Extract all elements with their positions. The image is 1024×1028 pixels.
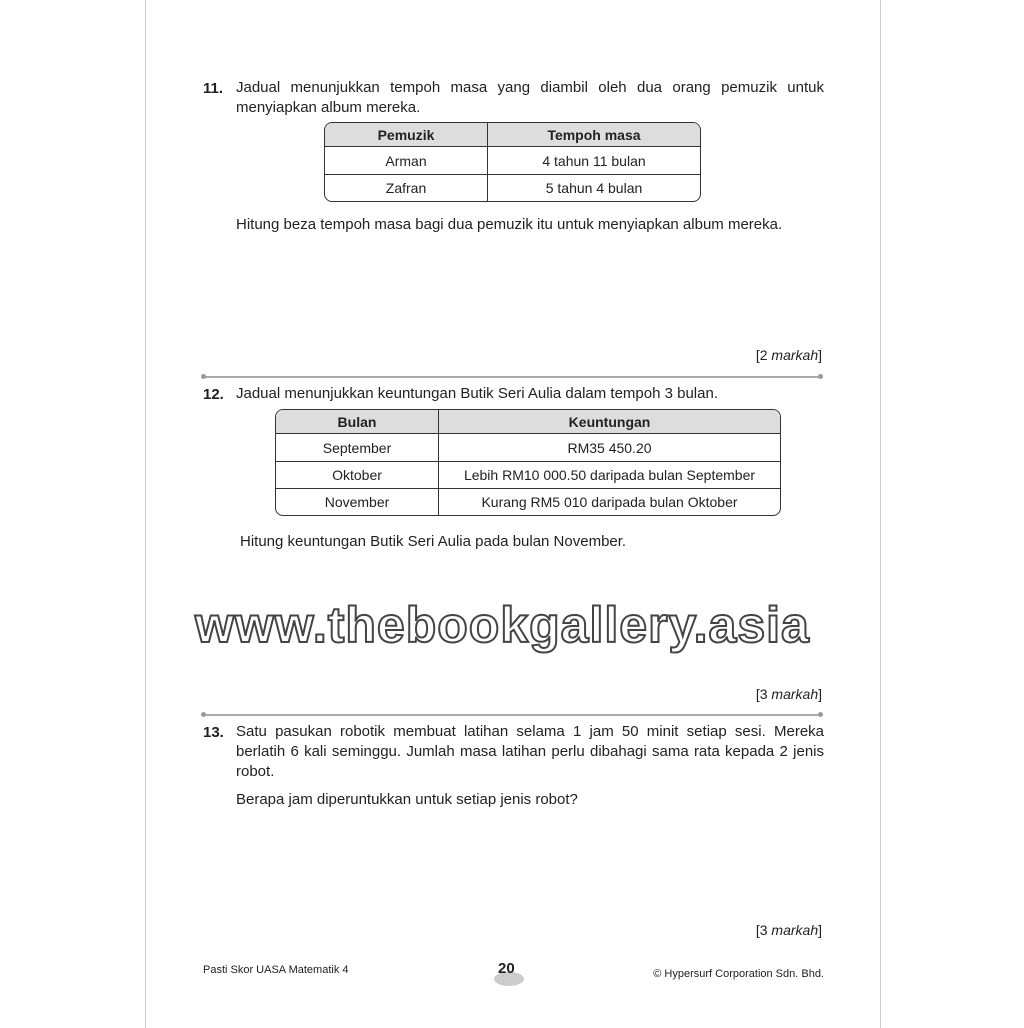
divider xyxy=(203,714,821,716)
table-cell: 5 tahun 4 bulan xyxy=(488,174,700,201)
q12-marks: [3 markah] xyxy=(755,686,822,702)
table-header: Pemuzik xyxy=(325,123,488,147)
table-header: Tempoh masa xyxy=(488,123,700,147)
table-row xyxy=(276,461,780,488)
table-cell: RM35 450.20 xyxy=(567,439,652,456)
table-header: Keuntungan xyxy=(439,410,780,434)
table-row xyxy=(276,434,780,461)
table-cell: Lebih RM10 000.50 daripada bulan September xyxy=(439,461,780,488)
table-cell: Zafran xyxy=(325,174,488,201)
q11-table xyxy=(324,122,701,202)
table-cell: Oktober xyxy=(276,461,439,488)
q12-table xyxy=(275,409,781,516)
q11-number: 11. xyxy=(203,80,224,97)
footer-copyright: © Hypersurf Corporation Sdn. Bhd. xyxy=(653,968,824,980)
divider xyxy=(203,376,821,378)
q13-marks: [3 markah] xyxy=(755,922,822,938)
table-cell: Kurang RM5 010 daripada bulan Oktober xyxy=(439,488,780,515)
q12-text: Jadual menunjukkan keuntungan Butik Seri Aulia dalam tempoh 3 bulan. xyxy=(236,385,718,402)
table-row xyxy=(325,174,700,201)
q11-question: Hitung beza tempoh masa bagi dua pemuzik itu untuk menyiapkan album mereka. xyxy=(236,216,783,233)
table-row xyxy=(325,147,700,174)
page-number: 20 xyxy=(498,960,515,977)
table-cell: November xyxy=(276,488,439,515)
q11-text: Jadual menunjukkan tempoh masa yang diambil oleh dua orang pemuzik untuk menyiapkan album mereka. xyxy=(236,79,824,116)
q12-number: 12. xyxy=(203,386,224,403)
q13-question: Berapa jam diperuntukkan untuk setiap jenis robot? xyxy=(236,791,578,808)
watermark: www.thebookgallery.asia xyxy=(195,597,810,653)
q12-question: Hitung keuntungan Butik Seri Aulia pada bulan November. xyxy=(240,533,627,550)
table-cell: 4 tahun 11 bulan xyxy=(542,152,646,169)
q13-number: 13. xyxy=(203,724,224,741)
table-row xyxy=(276,488,780,515)
table-cell: September xyxy=(276,434,439,461)
table-cell: Arman xyxy=(325,147,488,174)
table-header: Bulan xyxy=(276,410,439,434)
q11-marks: [2 markah] xyxy=(755,347,822,363)
footer-book-title: Pasti Skor UASA Matematik 4 xyxy=(203,964,349,976)
q13-text: Satu pasukan robotik membuat latihan selama 1 jam 50 minit setiap sesi. Mereka berlatih 6 kali seminggu. Jumlah masa latihan perlu dibahagi sama rata kepada 2 jenis robot. xyxy=(236,723,824,780)
